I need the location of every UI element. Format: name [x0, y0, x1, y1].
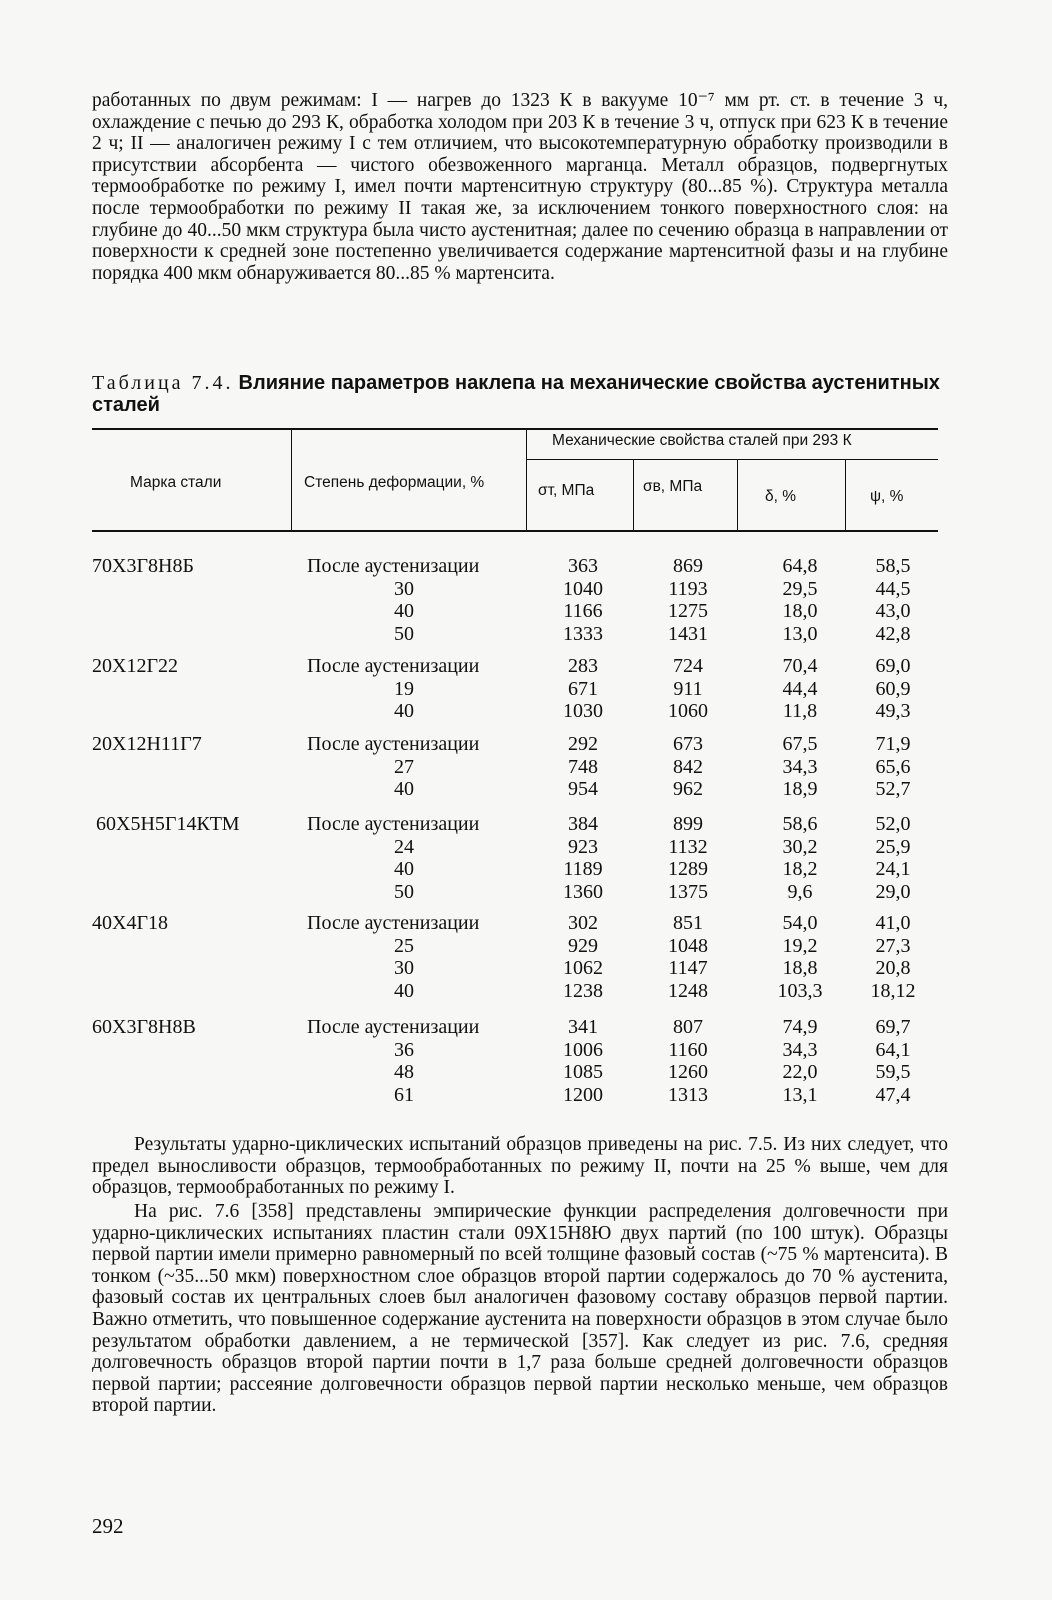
cell-reduction-area: 69,7: [875, 1016, 911, 1038]
cell-deformation: 30: [394, 957, 414, 979]
cell-reduction-area: 71,9: [875, 733, 911, 755]
cell-deformation: 19: [394, 677, 414, 700]
cell-reduction-area: 24,1: [875, 858, 911, 880]
header-divider-4: [737, 459, 738, 530]
cell-tensile-strength: 1431: [668, 622, 708, 645]
cell-elongation: 18,0: [782, 600, 818, 622]
cell-tensile-strength: 842: [673, 755, 703, 778]
header-mechanical-group: Механические свойства сталей при 293 К: [552, 432, 852, 449]
cell-tensile-strength: 724: [673, 655, 703, 677]
cell-elongation: 22,0: [782, 1061, 818, 1083]
cell-tensile-strength: 1193: [668, 577, 708, 600]
cell-elongation: 13,1: [782, 1083, 818, 1106]
cell-reduction-area: 69,0: [875, 655, 911, 677]
cell-deformation: 61: [394, 1083, 414, 1106]
cell-yield-strength: 1030: [563, 700, 603, 722]
table-caption: [92, 372, 948, 416]
cell-reduction-area: 27,3: [875, 934, 911, 957]
cell-reduction-area: 52,7: [875, 778, 911, 800]
cell-tensile-strength: 1260: [668, 1061, 708, 1083]
cell-elongation: 18,2: [782, 858, 818, 880]
header-sigma-t: σт, МПа: [538, 482, 595, 499]
cell-tensile-strength: 1248: [668, 979, 708, 1002]
cell-reduction-area: 65,6: [875, 755, 911, 778]
header-divider-1: [291, 428, 292, 530]
cell-reduction-area: 43,0: [875, 600, 911, 622]
cell-elongation: 30,2: [782, 835, 818, 858]
cell-deformation: После аустенизации: [307, 555, 480, 577]
header-delta: δ, %: [765, 488, 797, 505]
cell-tensile-strength: 1313: [668, 1083, 708, 1106]
cell-yield-strength: 292: [568, 733, 598, 755]
cell-yield-strength: 1189: [563, 858, 603, 880]
header-sigma-b: σв, МПа: [643, 478, 703, 495]
cell-deformation: 50: [394, 880, 414, 903]
results-paragraph: Результаты ударно-циклических испытаний образцов приведены на рис. 7.5. Из них следует, что предел выносливости образцов, термообработанных по режиму II, почти на 25 % выше, чем для образцов, термообработанных по режиму I.: [92, 1134, 948, 1199]
cell-reduction-area: 44,5: [875, 577, 911, 600]
cell-deformation: 25: [394, 934, 414, 957]
cell-reduction-area: 42,8: [875, 622, 911, 645]
cell-elongation: 64,8: [782, 555, 818, 577]
cell-deformation: 40: [394, 858, 414, 880]
header-divider-5: [845, 459, 846, 530]
cell-reduction-area: 58,5: [875, 555, 911, 577]
cell-reduction-area: 18,12: [870, 979, 916, 1002]
cell-reduction-area: 52,0: [875, 813, 911, 835]
cell-elongation: 18,9: [782, 778, 818, 800]
cell-tensile-strength: 899: [673, 813, 703, 835]
cell-reduction-area: 25,9: [875, 835, 911, 858]
cell-yield-strength: 341: [568, 1016, 598, 1038]
cell-deformation: 40: [394, 600, 414, 622]
cell-yield-strength: 1040: [563, 577, 603, 600]
cell-yield-strength: 1200: [563, 1083, 603, 1106]
header-grade: Марка стали: [130, 474, 222, 491]
cell-deformation: 40: [394, 778, 414, 800]
row-steel-grade: 60Х5Н5Г14КТМ: [96, 813, 240, 835]
cell-tensile-strength: 1160: [668, 1038, 708, 1061]
row-steel-grade: 20Х12Г22: [92, 655, 179, 677]
header-deformation: Степень деформации, %: [304, 474, 485, 491]
cell-yield-strength: 1360: [563, 880, 603, 903]
cell-deformation: После аустенизации: [307, 655, 480, 677]
cell-reduction-area: 49,3: [875, 700, 911, 722]
cell-elongation: 18,8: [782, 957, 818, 979]
cell-yield-strength: 1238: [563, 979, 603, 1002]
cell-yield-strength: 748: [568, 755, 598, 778]
cell-deformation: 40: [394, 700, 414, 722]
cell-yield-strength: 283: [568, 655, 598, 677]
table-top-rule: [92, 428, 938, 430]
cell-deformation: После аустенизации: [307, 733, 480, 755]
cell-elongation: 29,5: [782, 577, 818, 600]
cell-elongation: 70,4: [782, 655, 818, 677]
cell-reduction-area: 20,8: [875, 957, 911, 979]
cell-tensile-strength: 1275: [668, 600, 708, 622]
cell-yield-strength: 1062: [563, 957, 603, 979]
cell-elongation: 13,0: [782, 622, 818, 645]
cell-yield-strength: 1006: [563, 1038, 603, 1061]
row-steel-grade: 20Х12Н11Г7: [92, 733, 202, 755]
cell-reduction-area: 29,0: [875, 880, 911, 903]
cell-tensile-strength: 962: [673, 778, 703, 800]
cell-tensile-strength: 673: [673, 733, 703, 755]
cell-tensile-strength: 1375: [668, 880, 708, 903]
cell-reduction-area: 64,1: [875, 1038, 911, 1061]
cell-deformation: После аустенизации: [307, 813, 480, 835]
cell-tensile-strength: 807: [673, 1016, 703, 1038]
cell-deformation: 24: [394, 835, 414, 858]
header-psi: ψ, %: [870, 488, 904, 505]
cell-tensile-strength: 1060: [668, 700, 708, 722]
cell-elongation: 19,2: [782, 934, 818, 957]
cell-tensile-strength: 1147: [668, 957, 708, 979]
cell-elongation: 58,6: [782, 813, 818, 835]
cell-elongation: 54,0: [782, 912, 818, 934]
cell-elongation: 9,6: [787, 880, 813, 903]
cell-reduction-area: 47,4: [875, 1083, 911, 1106]
cell-elongation: 67,5: [782, 733, 818, 755]
row-steel-grade: 60Х3Г8Н8В: [92, 1016, 196, 1038]
cell-deformation: 48: [394, 1061, 414, 1083]
header-divider-3: [633, 459, 634, 530]
table-caption-title: Влияние параметров наклепа на механические свойства аустенитных сталей: [92, 372, 940, 416]
cell-tensile-strength: 1048: [668, 934, 708, 957]
cell-tensile-strength: 1132: [668, 835, 708, 858]
intro-paragraph: работанных по двум режимам: I — нагрев до 1323 К в вакууме 10⁻⁷ мм рт. ст. в течение 3 ч, охлаждение с печью до 293 К, обработка холодом при 203 К в течение 3 ч, отпуск при 623 К в течение 2 ч; II — аналогичен режиму I с тем отличием, что высокотемпературную обработку производили в присутствии абсорбента — чистого обезвоженного марганца. Металл образцов, подвергнутых термообработке по режиму I, имел почти мартенситную структуру (80...85 %). Структура металла после термообработки по режиму II такая же, за исключением тонкого поверхностного слоя: на глубине до 40...50 мкм структура была чисто аустенитная; далее по сечению образца в направлении от поверхности к средней зоне постепенно увеличивается содержание мартенситной фазы и на глубине порядка 400 мкм обнаруживается 80...85 % мартенсита.: [92, 90, 948, 284]
cell-elongation: 34,3: [782, 1038, 818, 1061]
cell-deformation: 50: [394, 622, 414, 645]
cell-tensile-strength: 869: [673, 555, 703, 577]
cell-deformation: После аустенизации: [307, 912, 480, 934]
cell-yield-strength: 363: [568, 555, 598, 577]
cell-elongation: 74,9: [782, 1016, 818, 1038]
cell-yield-strength: 929: [568, 934, 598, 957]
table-header-bottom-rule: [92, 530, 938, 532]
cell-yield-strength: 1333: [563, 622, 603, 645]
cell-yield-strength: 923: [568, 835, 598, 858]
page-number: 292: [92, 1514, 124, 1538]
cell-deformation: 27: [394, 755, 414, 778]
cell-tensile-strength: 911: [673, 677, 703, 700]
cell-tensile-strength: 851: [673, 912, 703, 934]
cell-yield-strength: 1166: [563, 600, 603, 622]
cell-yield-strength: 1085: [563, 1061, 603, 1083]
row-steel-grade: 40Х4Г18: [92, 912, 169, 934]
cell-reduction-area: 59,5: [875, 1061, 911, 1083]
figure-paragraph: На рис. 7.6 [358] представлены эмпирические функции распределения долговечности при ударно-циклических испытаниях пластин стали 09Х15Н8Ю двух партий (по 100 штук). Образцы первой партии имели примерно равномерный по всей толщине фазовый состав (~75 % мартенсита). В тонком (~35...50 мкм) поверхностном слое образцов второй партии содержалось до 70 % аустенита, фазовый состав их центральных слоев был аналогичен фазовому составу образцов первой партии. Важно отметить, что повышенное содержание аустенита на поверхности образцов в этом случае было результатом обработки давлением, а не термической [357]. Как следует из рис. 7.6, средняя долговечность образцов второй партии почти в 1,7 раза больше средней долговечности образцов первой партии; рассеяние долговечности образцов первой партии несколько меньше, чем образцов второй партии.: [92, 1201, 948, 1417]
cell-reduction-area: 60,9: [875, 677, 911, 700]
cell-tensile-strength: 1289: [668, 858, 708, 880]
cell-yield-strength: 302: [568, 912, 598, 934]
cell-elongation: 11,8: [782, 700, 818, 722]
row-steel-grade: 70Х3Г8Н8Б: [92, 555, 194, 577]
table-caption-number: Таблица 7.4.: [92, 372, 234, 394]
cell-deformation: 40: [394, 979, 414, 1002]
cell-elongation: 34,3: [782, 755, 818, 778]
cell-elongation: 103,3: [777, 979, 823, 1002]
cell-reduction-area: 41,0: [875, 912, 911, 934]
cell-deformation: 36: [394, 1038, 414, 1061]
cell-deformation: 30: [394, 577, 414, 600]
header-divider-2: [526, 428, 527, 530]
cell-yield-strength: 384: [568, 813, 598, 835]
cell-yield-strength: 671: [568, 677, 598, 700]
cell-deformation: После аустенизации: [307, 1016, 480, 1038]
cell-elongation: 44,4: [782, 677, 818, 700]
cell-yield-strength: 954: [568, 778, 598, 800]
group-header-rule: [526, 459, 938, 460]
